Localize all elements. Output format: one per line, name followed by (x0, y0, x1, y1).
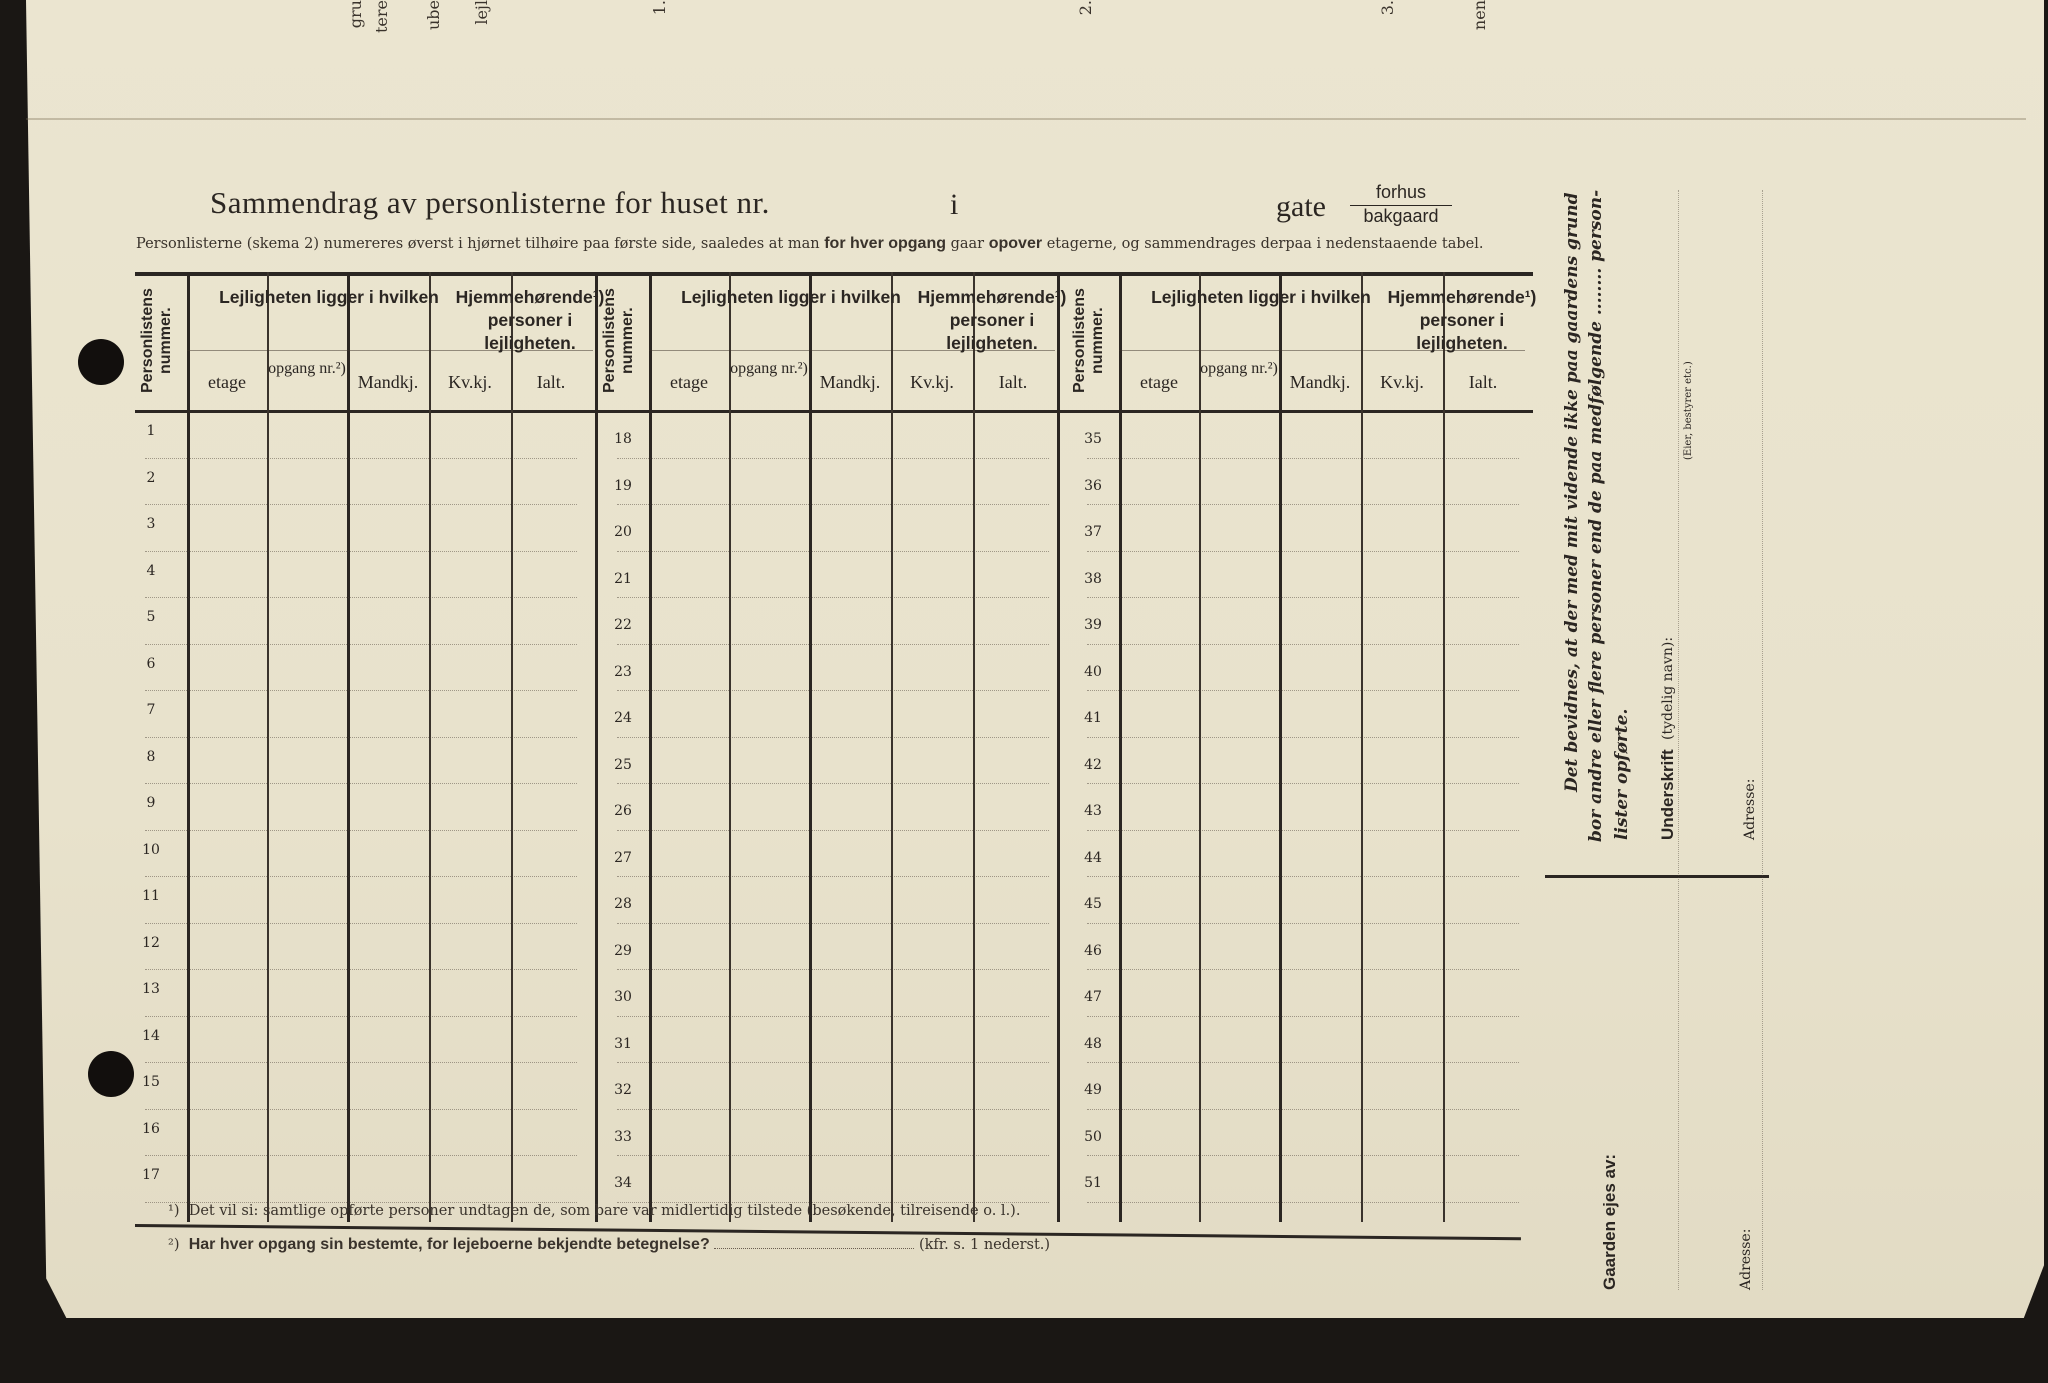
row-number: 9 (146, 795, 156, 811)
table-row (1087, 830, 1519, 831)
column-divider (511, 272, 513, 1222)
row-number: 16 (142, 1120, 160, 1137)
row-number: 13 (142, 981, 160, 997)
table-row (145, 876, 577, 877)
row-number: 18 (614, 431, 632, 447)
table-row (617, 1016, 1049, 1017)
table-row (1087, 1202, 1519, 1203)
row-number: 36 (1084, 477, 1102, 494)
header-etage: etage (1140, 372, 1178, 392)
row-number: 11 (142, 888, 160, 904)
table-row (145, 1062, 577, 1063)
row-number: 25 (614, 756, 632, 773)
instructions-text: etagerne, og sammendrages derpaa i nedenstaaende tabel. (1046, 236, 1484, 252)
column-divider (649, 272, 652, 1222)
block-divider (595, 272, 598, 1222)
column-divider (1279, 272, 1282, 1222)
instructions-bold: for hver opgang (824, 235, 946, 252)
certification-line-2: bor andre eller flere personer end de paa medfølgende ........ person- (1586, 189, 1606, 842)
row-number: 5 (146, 609, 156, 625)
column-divider (267, 272, 269, 1222)
top-fragment: 2. (1076, 0, 1095, 16)
row-number: 32 (614, 1082, 632, 1098)
table-row (1087, 504, 1519, 505)
table-row (1087, 1016, 1519, 1017)
header-kvkj: Kv.kj. (1380, 372, 1424, 392)
row-number: 21 (614, 570, 632, 587)
row-number: 39 (1084, 617, 1102, 633)
gate-options (1350, 182, 1452, 227)
table-row (145, 783, 577, 784)
table-row (145, 1109, 577, 1110)
row-number: 31 (614, 1035, 632, 1052)
header-mandkj: Mandkj. (1289, 372, 1351, 392)
header-ialt: Ialt. (1468, 372, 1498, 392)
table-row (1087, 1155, 1519, 1156)
column-divider (809, 272, 812, 1222)
signature-label: Underskrift (1658, 749, 1677, 840)
header-kvkj: Kv.kj. (448, 372, 492, 392)
row-number: 1 (146, 423, 156, 439)
footnote-2 (168, 1236, 1050, 1254)
table-row (145, 737, 577, 738)
form-title: Sammendrag av personlisterne for huset nr. (210, 185, 770, 220)
table-row (617, 783, 1049, 784)
header-ialt: Ialt. (998, 372, 1028, 392)
table-row (617, 830, 1049, 831)
top-fragment: 3. (1378, 0, 1397, 16)
table-row (617, 1062, 1049, 1063)
footnote-text: Det vil si: samtlige opførte personer undtagen de, som bare var midlertidig tilstede (besøkende, tilreisende o. l.). (188, 1203, 1021, 1219)
row-number: 19 (614, 477, 632, 494)
table-row (145, 597, 577, 598)
table-row (1087, 1062, 1519, 1063)
header-apartment: Lejligheten ligger i hvilken (1151, 287, 1371, 307)
punch-hole-top (78, 339, 124, 385)
address-label-2: Adresse: (1738, 1228, 1754, 1290)
top-fragment: nen (1470, 0, 1489, 31)
table-row (1087, 458, 1519, 459)
row-number: 23 (614, 663, 632, 680)
certification-line-1: Det bevidnes, at der med mit vidende ikke paa gaardens grund (1562, 192, 1582, 792)
row-number: 35 (1084, 431, 1102, 447)
table-row (145, 1016, 577, 1017)
row-number: 40 (1084, 663, 1102, 680)
table-row (145, 690, 577, 691)
instructions-text: Personlisterne (skema 2) numereres øverst i hjørnet tilhøire paa første side, saaledes at man (136, 236, 820, 252)
header-residents: Hjemmehørende¹) personer i lejligheten. (1387, 287, 1537, 353)
row-number: 8 (146, 748, 156, 765)
table-row (1087, 969, 1519, 970)
owner-label: Gaarden ejes av: (1600, 1153, 1619, 1290)
table-row (617, 690, 1049, 691)
table-row (617, 644, 1049, 645)
summary-table (135, 272, 1537, 1224)
address-label-1: Adresse: (1742, 778, 1758, 840)
row-number: 43 (1084, 803, 1102, 819)
top-fragment: lejl (472, 0, 491, 25)
row-number: 12 (142, 934, 160, 951)
table-row (145, 923, 577, 924)
row-number: 42 (1084, 756, 1102, 773)
table-row (617, 969, 1049, 970)
column-divider (1199, 272, 1201, 1222)
row-number: 26 (614, 803, 632, 819)
footnote-mark: ¹) (168, 1203, 180, 1219)
row-number: 51 (1084, 1175, 1102, 1191)
row-number: 24 (614, 710, 632, 726)
header-residents: Hjemmehørende¹) personer i lejligheten. (917, 287, 1067, 353)
table-top-rule (135, 272, 1533, 276)
block-divider (1057, 272, 1060, 1222)
row-number: 28 (614, 896, 632, 912)
top-fragment: 1. (650, 0, 669, 16)
table-row (617, 923, 1049, 924)
row-number: 47 (1084, 989, 1102, 1005)
row-number: 30 (614, 989, 632, 1005)
table-row (1087, 551, 1519, 552)
gate-label: gate (1276, 190, 1326, 223)
footnote-1 (168, 1203, 1020, 1219)
row-number: 10 (142, 841, 160, 858)
header-ialt: Ialt. (536, 372, 566, 392)
footnote-question: Har hver opgang sin bestemte, for lejeboerne bekjendte betegnelse? (188, 1236, 710, 1253)
table-row (1087, 1109, 1519, 1110)
punch-hole-bottom (88, 1051, 134, 1097)
row-number: 2 (146, 469, 156, 486)
header-rule (135, 410, 1533, 413)
table-row (1087, 876, 1519, 877)
row-number: 48 (1084, 1035, 1102, 1052)
row-number: 41 (1084, 710, 1102, 726)
header-opgang: opgang nr.²) (730, 360, 808, 377)
table-row (1087, 737, 1519, 738)
table-row (145, 830, 577, 831)
instructions (136, 235, 1483, 253)
table-row (617, 504, 1049, 505)
table-row (1087, 690, 1519, 691)
table-row (617, 1109, 1049, 1110)
header-person-number: Personlistens nummer. (139, 288, 174, 394)
column-divider (347, 272, 350, 1222)
table-row (145, 551, 577, 552)
table-row (1087, 597, 1519, 598)
top-fragment: ube (424, 0, 443, 31)
table-row (1087, 923, 1519, 924)
signature-dotted-line (1678, 190, 1679, 1290)
row-number: 46 (1084, 942, 1102, 959)
row-number: 20 (614, 524, 632, 540)
row-number: 34 (614, 1175, 632, 1191)
row-number: 3 (146, 516, 156, 532)
signature-hint: (tydelig navn): (1660, 636, 1676, 740)
column-divider (187, 272, 190, 1222)
gate-option-forhus: forhus (1350, 182, 1452, 206)
table-row (617, 737, 1049, 738)
page-fold (26, 118, 2026, 120)
row-number: 29 (614, 942, 632, 959)
table-row (145, 644, 577, 645)
column-divider (891, 272, 893, 1222)
column-divider (1119, 272, 1122, 1222)
row-number: 45 (1084, 896, 1102, 912)
row-number: 27 (614, 849, 632, 866)
footnote-mark: ²) (168, 1237, 180, 1253)
top-fragment: gru (346, 0, 365, 29)
instructions-text: gaar (950, 236, 985, 252)
table-row (617, 876, 1049, 877)
header-mandkj: Mandkj. (357, 372, 419, 392)
table-row (145, 1155, 577, 1156)
header-person-number: Personlistens nummer. (1071, 288, 1106, 394)
header-etage: etage (208, 372, 246, 392)
header-residents: Hjemmehørende¹) personer i lejligheten. (455, 287, 605, 353)
gate-option-bakgaard: bakgaard (1363, 206, 1439, 226)
column-divider (429, 272, 431, 1222)
header-kvkj: Kv.kj. (910, 372, 954, 392)
column-divider (1443, 272, 1445, 1222)
header-apartment: Lejligheten ligger i hvilken (681, 287, 901, 307)
header-apartment: Lejligheten ligger i hvilken (219, 287, 439, 307)
table-row (1087, 644, 1519, 645)
row-number: 14 (142, 1027, 160, 1044)
header-opgang: opgang nr.²) (268, 360, 346, 377)
header-person-number: Personlistens nummer. (601, 288, 636, 394)
row-number: 33 (614, 1128, 632, 1145)
row-number: 44 (1084, 849, 1102, 866)
instructions-bold: opover (988, 235, 1043, 252)
header-mandkj: Mandkj. (819, 372, 881, 392)
row-number: 49 (1084, 1082, 1102, 1098)
footnote-ref: (kfr. s. 1 nederst.) (918, 1237, 1051, 1253)
table-row (145, 504, 577, 505)
table-row (1087, 783, 1519, 784)
row-number: 4 (146, 562, 156, 579)
row-number: 50 (1084, 1128, 1102, 1145)
certification-rule (1545, 875, 1769, 878)
column-divider (973, 272, 975, 1222)
column-divider (729, 272, 731, 1222)
column-divider (1361, 272, 1363, 1222)
header-etage: etage (670, 372, 708, 392)
top-fragment: tere (372, 0, 391, 34)
title-i: i (950, 188, 959, 221)
table-row (617, 1155, 1049, 1156)
row-number: 6 (146, 655, 156, 672)
table-row (145, 969, 577, 970)
row-number: 37 (1084, 524, 1102, 540)
row-number: 15 (142, 1074, 160, 1090)
table-row (617, 551, 1049, 552)
row-number: 17 (142, 1167, 160, 1183)
table-row (617, 597, 1049, 598)
owner-hint: (Eier, bestyrer etc.) (1683, 361, 1694, 460)
header-opgang: opgang nr.²) (1200, 360, 1278, 377)
table-row (145, 458, 577, 459)
row-number: 38 (1084, 570, 1102, 587)
row-number: 7 (146, 702, 156, 718)
certification-line-3: lister opførte. (1612, 708, 1632, 840)
row-number: 22 (614, 617, 632, 633)
address-dotted-line (1762, 190, 1763, 1290)
table-row (617, 458, 1049, 459)
